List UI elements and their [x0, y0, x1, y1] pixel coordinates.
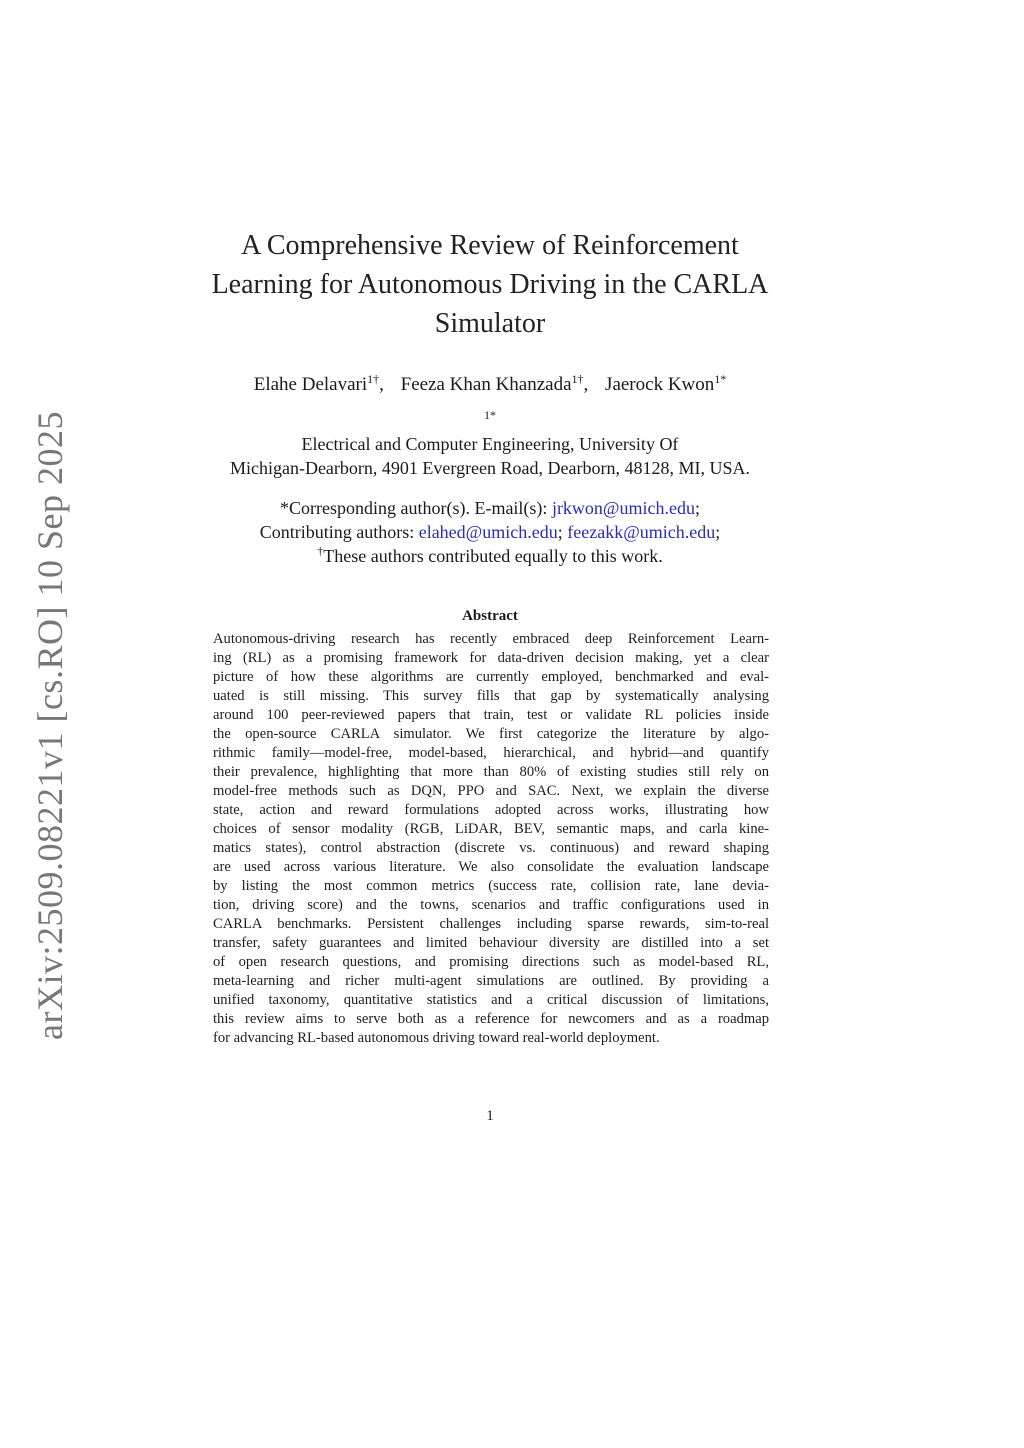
abstract-line: ing (RL) as a promising framework for data-driven decision making, yet a clear	[213, 650, 769, 666]
abstract-line: model-free methods such as DQN, PPO and SAC. Next, we explain the diverse	[213, 783, 769, 799]
abstract-line: choices of sensor modality (RGB, LiDAR, BEV, semantic maps, and carla kine-	[213, 821, 769, 837]
abstract-line: transfer, safety guarantees and limited behaviour diversity are distilled into a set	[213, 935, 769, 951]
contributing-authors-line: Contributing authors: elahed@umich.edu; feezakk@umich.edu;	[259, 522, 721, 542]
abstract-line: state, action and reward formulations adopted across works, illustrating how	[213, 802, 769, 818]
abstract-line: of open research questions, and promising directions such as model-based RL,	[213, 954, 769, 970]
abstract-line: unified taxonomy, quantitative statistics and a critical discussion of limitations,	[213, 992, 769, 1008]
author: Feeza Khan Khanzada$^{1\dagger}$,	[400, 372, 589, 395]
abstract-line: the open-source CARLA simulator. We first categorize the literature by algo-	[213, 726, 769, 742]
abstract-line: matics states), control abstraction (discrete vs. continuous) and reward shaping	[213, 840, 769, 856]
abstract-line: Autonomous-driving research has recently embraced deep Reinforcement Learn-	[213, 631, 769, 647]
abstract-line: are used across various literature. We also consolidate the evaluation landscape	[213, 859, 769, 875]
abstract-line: by listing the most common metrics (success rate, collision rate, lane devia-	[213, 878, 769, 894]
author-list	[190, 372, 790, 398]
abstract-line: uated is still missing. This survey fills that gap by systematically analysing	[213, 688, 769, 704]
abstract-line: picture of how these algorithms are currently employed, benchmarked and eval-	[213, 669, 769, 685]
abstract-line: meta-learning and richer multi-agent simulations are outlined. By providing a	[213, 973, 769, 989]
title-line: A Comprehensive Review of Reinforcement	[241, 230, 739, 261]
contributing-email-link[interactable]: elahed@umich.edu	[418, 522, 558, 542]
affiliation-line: $^{1*}$ Electrical and Computer Engineering, University Of	[301, 408, 679, 454]
abstract-body	[213, 630, 769, 1048]
abstract-line: CARLA benchmarks. Persistent challenges including sparse rewards, sim-to-real	[213, 916, 769, 932]
abstract-line: rithmic family—model-free, model-based, hierarchical, and hybrid—and quantify	[213, 745, 769, 761]
arxiv-identifier-stamp: arXiv:2509.08221v1 [cs.RO] 10 Sep 2025	[30, 411, 70, 1040]
corresponding-author-line: *Corresponding author(s). E-mail(s): jrkwon@umich.edu;	[279, 498, 701, 518]
page-number: 1	[486, 1108, 494, 1124]
author: Jaerock Kwon$^{1*}$	[605, 372, 727, 395]
corresponding-email-link[interactable]: jrkwon@umich.edu	[551, 498, 695, 518]
title-line: Simulator	[434, 308, 546, 339]
title-line: Learning for Autonomous Driving in the CARLA	[211, 269, 769, 300]
abstract-line: around 100 peer-reviewed papers that train, test or validate RL policies inside	[213, 707, 769, 723]
contact-info	[190, 496, 790, 568]
author: Elahe Delavari$^{1\dagger}$,	[253, 372, 384, 395]
abstract-heading: Abstract	[462, 608, 518, 624]
abstract-line: their prevalence, highlighting that more than 80% of existing studies still rely on	[213, 764, 769, 780]
contributing-email-link[interactable]: feezakk@umich.edu	[567, 522, 716, 542]
paper-title	[190, 226, 790, 343]
abstract-line: tion, driving score) and the towns, scenarios and traffic configurations used in	[213, 897, 769, 913]
equal-contribution-note: †These authors contributed equally to this work.	[317, 544, 663, 566]
abstract-line: this review aims to serve both as a reference for newcomers and as a roadmap	[213, 1011, 769, 1027]
affiliation	[190, 408, 790, 480]
affiliation-line: Michigan-Dearborn, 4901 Evergreen Road, Dearborn, 48128, MI, USA.	[229, 458, 751, 478]
abstract-line: for advancing RL-based autonomous driving toward real-world deployment.	[213, 1030, 660, 1046]
